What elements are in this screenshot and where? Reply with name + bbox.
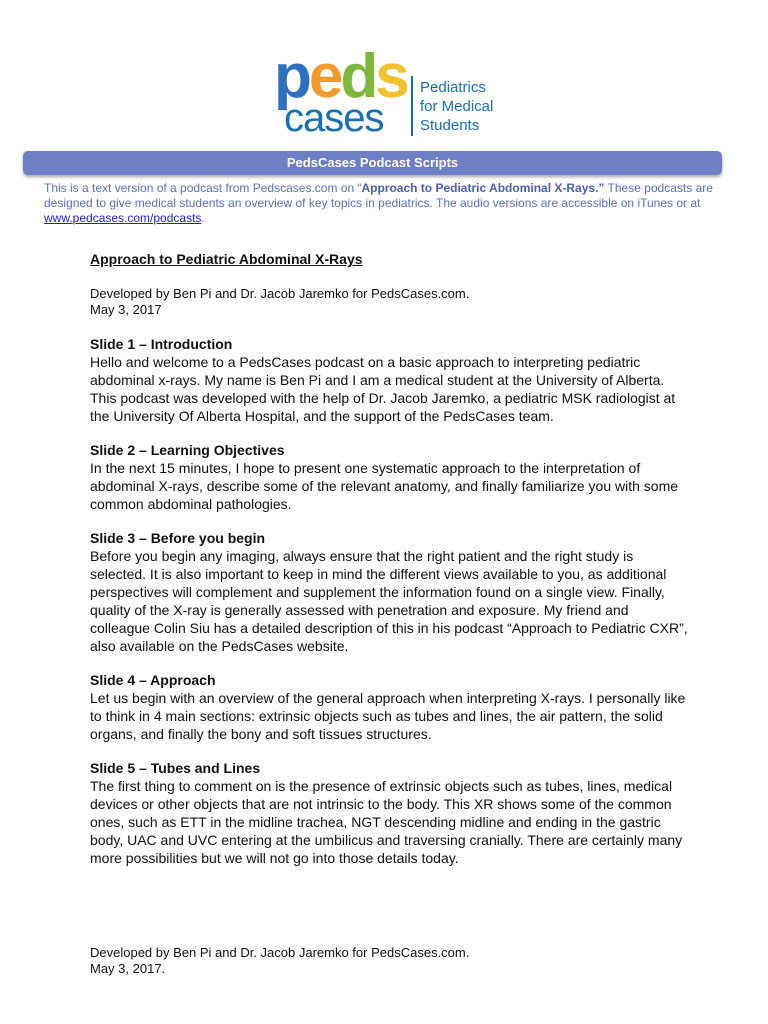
- footer-author-line: Developed by Ben Pi and Dr. Jacob Jaremko for PedsCases.com.: [90, 945, 470, 960]
- slide-body: In the next 15 minutes, I hope to present one systematic approach to the interpretation of abdominal X-rays, describe some of the relevant anatomy, and finally familiarize you with some common abdominal pathologies.: [90, 460, 679, 512]
- slide-section: [90, 442, 690, 513]
- intro-text-after: .: [201, 211, 205, 225]
- document-title: Approach to Pediatric Abdominal X-Rays: [90, 251, 363, 267]
- logo-divider: [411, 76, 413, 136]
- logo-letter-p: p: [274, 42, 309, 111]
- logo-tagline: [420, 78, 493, 135]
- slide-body: Let us begin with an overview of the general approach when interpreting X-rays. I personally like to think in 4 main sections: extrinsic objects such as tubes and lines, the air pattern, the solid organs, and finally the bony and soft tissues structures.: [90, 690, 686, 742]
- page-footer: [90, 945, 469, 977]
- footer-date: May 3, 2017.: [90, 961, 166, 976]
- document-date: May 3, 2017: [90, 302, 162, 317]
- intro-paragraph: [44, 181, 724, 226]
- author-line: Developed by Ben Pi and Dr. Jacob Jaremko for PedsCases.com.: [90, 286, 470, 301]
- slide-body: Before you begin any imaging, always ensure that the right patient and the right study is selected. It is also important to keep in mind the different views available to you, as additional perspectives will complement and supplement the information found on a single view. Finally, quality of the X-ray is generally assessed with penetration and exposure. My friend and colleague Colin Siu has a detailed description of this in his podcast “Approach to Pediatric CXR”, also available on the PedsCases website.: [90, 548, 688, 654]
- slide-heading: Slide 5 – Tubes and Lines: [90, 760, 261, 776]
- logo-tagline-line: Students: [420, 117, 480, 134]
- podcast-scripts-banner: PedsCases Podcast Scripts: [23, 151, 722, 175]
- slide-heading: Slide 3 – Before you begin: [90, 530, 266, 546]
- slide-section: [90, 530, 690, 655]
- intro-text-middle: These podcasts are designed to give medical students an overview of key topics in pediatrics. The audio versions are accessible on iTunes or at: [44, 181, 713, 210]
- document-meta: [90, 286, 690, 318]
- slide-section: [90, 672, 690, 743]
- intro-text-before: This is a text version of a podcast from Pedscases.com on “: [44, 181, 362, 195]
- logo-cases-wordmark: cases: [284, 96, 384, 140]
- slide-heading: Slide 2 – Learning Objectives: [90, 442, 285, 458]
- logo-letter-s: s: [375, 42, 407, 111]
- logo-tagline-line: for Medical: [420, 98, 494, 115]
- slide-section: [90, 336, 690, 425]
- logo-letter-e: e: [308, 42, 341, 111]
- logo-tagline-line: Pediatrics: [420, 79, 486, 96]
- pedscases-logo: [274, 42, 504, 140]
- slide-section: [90, 760, 690, 867]
- logo-letter-d: d: [340, 42, 376, 111]
- slide-heading: Slide 1 – Introduction: [90, 336, 233, 352]
- slide-body: Hello and welcome to a PedsCases podcast on a basic approach to interpreting pediatric abdominal x-rays. My name is Ben Pi and I am a medical student at the University of Alberta. This podcast was developed with the help of Dr. Jacob Jaremko, a pediatric MSK radiologist at the University Of Alberta Hospital, and the support of the PedsCases team.: [90, 354, 676, 424]
- intro-topic-title: Approach to Pediatric Abdominal X-Rays.”: [361, 181, 605, 195]
- slide-body: The first thing to comment on is the presence of extrinsic objects such as tubes, lines, medical devices or other objects that are not intrinsic to the body. This XR shows some of the common ones, such as ETT in the midline trachea, NGT descending midline and ending in the gastric body, UAC and UVC entering at the umbilicus and traversing cranially. There are certainly many more possibilities but we will not go into those details today.: [90, 778, 683, 866]
- script-content: [90, 250, 690, 884]
- slide-heading: Slide 4 – Approach: [90, 672, 216, 688]
- podcasts-link[interactable]: www.pedcases.com/podcasts: [44, 211, 202, 225]
